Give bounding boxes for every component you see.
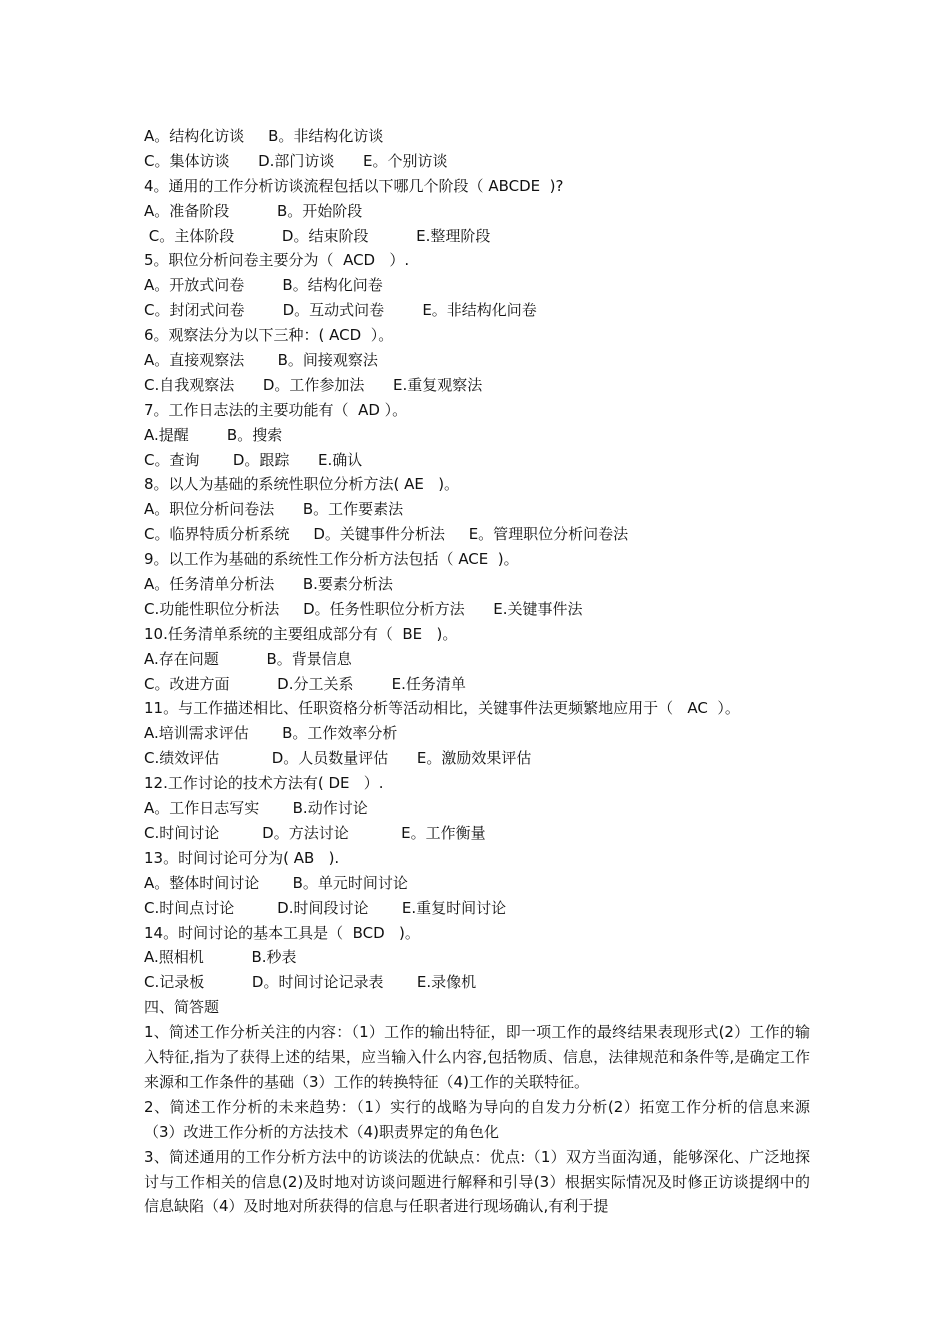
question-line: 10.任务清单系统的主要组成部分有（ BE )。 bbox=[144, 624, 458, 643]
option-line: A。整体时间讨论 B。单元时间讨论 bbox=[144, 873, 408, 892]
answer-paragraph: 1、简述工作分析关注的内容：（1）工作的输出特征，即一项工作的最终结果表现形式(2）工作的输入特征,指为了获得上述的结果，应当输入什么内容,包括物质、信息，法律规范和条件等,是确定工作来源和工作条件的基础（3）工作的转换特征（4)工作的关联特征。 bbox=[144, 1023, 810, 1091]
answer-paragraph: 2、简述工作分析的未来趋势：（1）实行的战略为导向的自发力分析(2）拓宽工作分析的信息来源（3）改进工作分析的方法技术（4)职责界定的角色化 bbox=[144, 1097, 810, 1141]
option-line: A.照相机 B.秒表 bbox=[144, 948, 297, 967]
option-line: A。职位分析问卷法 B。工作要素法 bbox=[144, 500, 404, 519]
document-body bbox=[144, 124, 810, 1219]
question-line: 6。观察法分为以下三种：( ACD ）。 bbox=[144, 326, 394, 345]
option-line: C.记录板 D。时间讨论记录表 E.录像机 bbox=[144, 973, 477, 992]
option-line: C.时间点讨论 D.时间段讨论 E.重复时间讨论 bbox=[144, 898, 507, 917]
option-line: C。改进方面 D.分工关系 E.任务清单 bbox=[144, 674, 466, 693]
option-line: C。临界特质分析系统 D。关键事件分析法 E。管理职位分析问卷法 bbox=[144, 525, 629, 544]
option-line: A。工作日志写实 B.动作讨论 bbox=[144, 799, 368, 818]
question-line: 9。以工作为基础的系统性工作分析方法包括（ ACE )。 bbox=[144, 550, 519, 569]
option-line: C。查询 D。跟踪 E.确认 bbox=[144, 450, 363, 469]
question-line: 12.工作讨论的技术方法有( DE ）. bbox=[144, 774, 384, 793]
option-line: C。封闭式问卷 D。互动式问卷 E。非结构化问卷 bbox=[144, 301, 537, 320]
question-line: 11。与工作描述相比、任职资格分析等活动相比，关键事件法更频繁地应用于（ AC ）。 bbox=[144, 699, 740, 718]
option-line: A.培训需求评估 B。工作效率分析 bbox=[144, 724, 398, 743]
option-line: A.提醒 B。搜索 bbox=[144, 425, 283, 444]
option-line: A.存在问题 B。背景信息 bbox=[144, 649, 352, 668]
option-line: C。主体阶段 D。结束阶段 E.整理阶段 bbox=[144, 226, 491, 245]
section-title: 四、简答题 bbox=[144, 998, 220, 1017]
option-line: C.自我观察法 D。工作参加法 E.重复观察法 bbox=[144, 375, 483, 394]
question-line: 4。通用的工作分析访谈流程包括以下哪几个阶段（ ABCDE )? bbox=[144, 176, 564, 195]
option-line: A。任务清单分析法 B.要素分析法 bbox=[144, 575, 393, 594]
option-line: A。开放式问卷 B。结构化问卷 bbox=[144, 276, 383, 295]
question-line: 13。时间讨论可分为( AB ). bbox=[144, 848, 340, 867]
option-line: A。准备阶段 B。开始阶段 bbox=[144, 201, 363, 220]
option-line: C.绩效评估 D。人员数量评估 E。激励效果评估 bbox=[144, 749, 532, 768]
option-line: C。集体访谈 D.部门访谈 E。个别访谈 bbox=[144, 151, 448, 170]
option-line: C.时间讨论 D。方法讨论 E。工作衡量 bbox=[144, 823, 486, 842]
question-line: 5。职位分析问卷主要分为（ ACD ）. bbox=[144, 251, 410, 270]
option-line: A。结构化访谈 B。非结构化访谈 bbox=[144, 127, 384, 145]
option-line: A。直接观察法 B。间接观察法 bbox=[144, 351, 378, 370]
question-line: 7。工作日志法的主要功能有（ AD ）。 bbox=[144, 400, 408, 419]
option-line: C.功能性职位分析法 D。任务性职位分析方法 E.关键事件法 bbox=[144, 599, 583, 618]
question-line: 14。时间讨论的基本工具是（ BCD )。 bbox=[144, 923, 420, 942]
question-line: 8。以人为基础的系统性职位分析方法( AE )。 bbox=[144, 475, 460, 494]
answer-paragraph: 3、简述通用的工作分析方法中的访谈法的优缺点：优点:（1）双方当面沟通，能够深化、广泛地探讨与工作相关的信息(2)及时地对访谈问题进行解释和引导(3）根据实际情况及时修正访谈提纲中的信息缺陷（4）及时地对所获得的信息与任职者进行现场确认,有利于提 bbox=[144, 1147, 810, 1216]
